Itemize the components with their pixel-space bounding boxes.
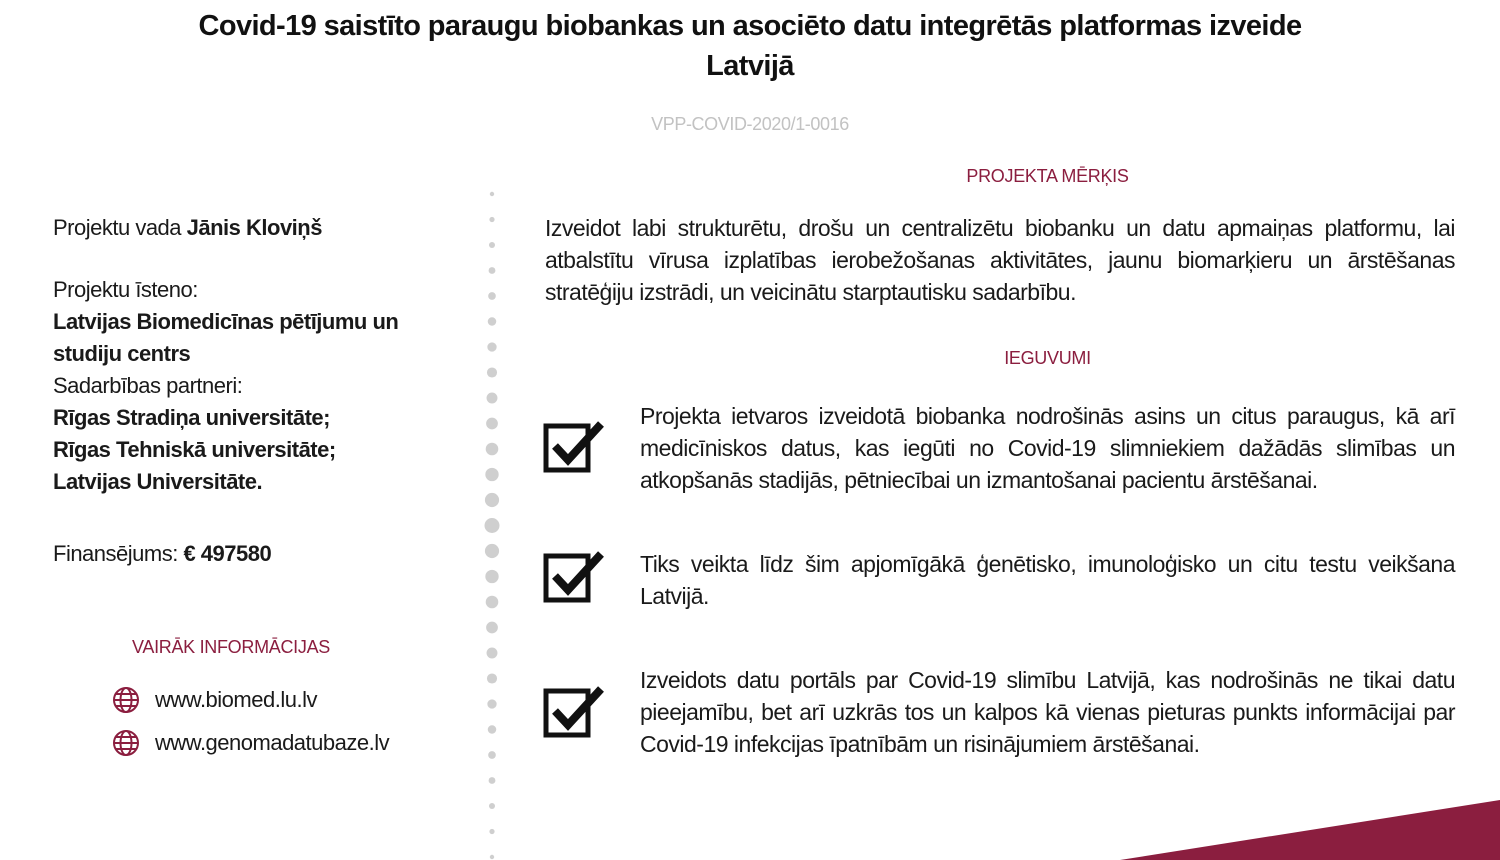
divider-dot <box>485 493 499 507</box>
divider-dot <box>488 725 496 733</box>
page-title <box>100 6 1400 86</box>
divider-dot <box>486 418 498 430</box>
benefit-item: Tiks veikta līdz šim apjomīgākā ģenētisko, imunoloģisko un citu testu veikšana Latvijā. <box>640 551 1455 609</box>
project-lead-name: Jānis Kloviņš <box>186 215 322 240</box>
divider-dot <box>489 803 495 809</box>
funding <box>53 538 453 570</box>
link-genomadatubaze[interactable] <box>111 728 389 758</box>
divider-dot <box>485 518 500 533</box>
project-code: VPP-COVID-2020/1-0016 <box>651 114 849 134</box>
link-text[interactable]: www.genomadatubaze.lv <box>155 730 390 755</box>
link-text[interactable]: www.biomed.lu.lv <box>155 687 317 712</box>
divider-dot <box>486 443 499 456</box>
divider-dot <box>487 393 498 404</box>
divider-dot <box>487 648 498 659</box>
more-info-heading: VAIRĀK INFORMĀCIJAS <box>132 637 330 657</box>
divider-dot <box>486 596 499 609</box>
funding-value: € 497580 <box>183 541 272 566</box>
divider-dot <box>485 544 499 558</box>
page-title-line-1: Covid-19 saistīto paraugu biobankas un asociēto datu integrētās platformas izveide <box>198 10 1302 42</box>
implementer-label: Projektu īsteno: <box>53 277 198 302</box>
implementer-line-1: Latvijas Biomedicīnas pētījumu un <box>53 309 399 334</box>
divider-dot <box>488 317 496 325</box>
benefit-item: Izveidots datu portāls par Covid-19 slimību Latvijā, kas nodrošinās ne tikai datu pieejamību, bet arī uzkrās tos un kalpos kā vienas pieturas punkts informācijai par Covid-19 infekcijas īpatnībām un risinājumiem ārstēšanai. <box>640 667 1455 757</box>
divider-dot <box>490 192 494 196</box>
globe-icon <box>111 728 141 758</box>
divider-dot <box>485 570 498 583</box>
divider-dot <box>485 468 498 481</box>
divider-dot <box>489 267 496 274</box>
divider-dot <box>486 622 498 634</box>
divider-dot <box>487 367 497 377</box>
divider-dot <box>488 292 496 300</box>
partner-item: Rīgas Tehniskā universitāte; <box>53 437 336 462</box>
checkbox-checked-icon <box>543 420 605 476</box>
partner-item: Latvijas Universitāte. <box>53 469 263 494</box>
divider-dot <box>489 829 494 834</box>
funding-label: Finansējums: <box>53 541 184 566</box>
project-info <box>53 212 453 570</box>
link-biomed[interactable] <box>111 685 317 715</box>
divider-dot <box>487 673 497 683</box>
globe-icon <box>111 685 141 715</box>
goal-heading: PROJEKTA MĒRĶIS <box>966 166 1129 186</box>
checkbox-checked-icon <box>543 685 605 741</box>
divider-dot <box>490 855 494 859</box>
partner-item: Rīgas Stradiņa universitāte; <box>53 405 330 430</box>
page-title-line-2: Latvijā <box>706 50 794 82</box>
project-lead-label: Projektu vada <box>53 215 187 240</box>
dotted-divider <box>480 186 504 860</box>
goal-text: Izveidot labi strukturētu, drošu un centralizētu biobanku un datu apmaiņas platformu, lai atbalstītu vīrusa izplatības ierobežošanas aktivitātes, jaunu biomarķieru un ārstēšanas stratēģiju izstrādi, un veicinātu starptautisku sadarbību. <box>545 215 1455 305</box>
divider-dot <box>489 217 494 222</box>
divider-dot <box>489 777 496 784</box>
checkbox-checked-icon <box>543 550 605 606</box>
partners-label: Sadarbības partneri: <box>53 373 243 398</box>
divider-dot <box>488 751 496 759</box>
divider-dot <box>487 342 496 351</box>
project-lead <box>53 212 453 244</box>
benefit-item: Projekta ietvaros izveidotā biobanka nodrošinās asins un citus paraugus, kā arī medicīniskos datus, kas iegūti no Covid-19 slimniekiem dažādās slimības un atkopšanās stadijās, pētniecībai un izmantošanai pacientu ārstēšanai. <box>640 403 1455 493</box>
implementer-line-2: studiju centrs <box>53 341 191 366</box>
divider-dot <box>487 699 496 708</box>
decorative-corner-shape <box>1060 800 1500 860</box>
benefits-heading: IEGUVUMI <box>1004 348 1091 368</box>
divider-dot <box>489 242 495 248</box>
